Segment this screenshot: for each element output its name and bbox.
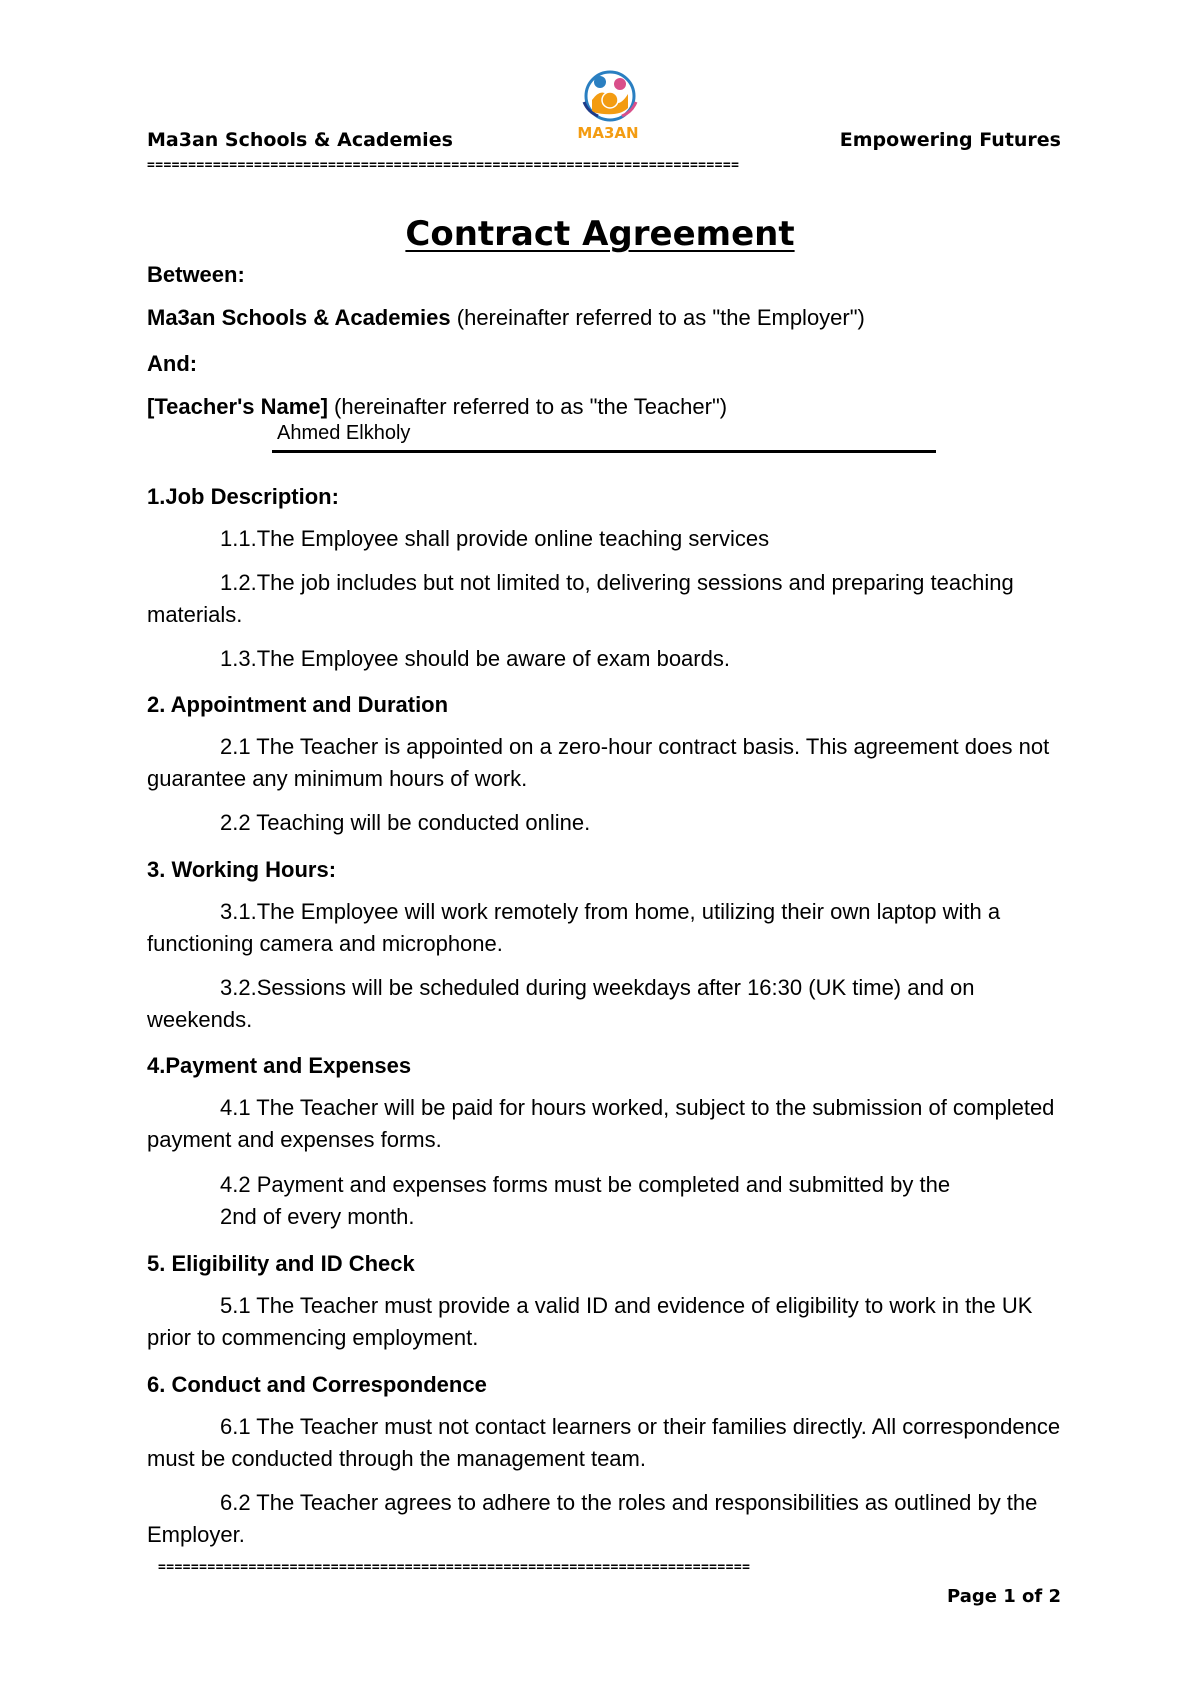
header-org-name: Ma3an Schools & Academies	[147, 129, 453, 151]
section-6-1-text: 6.1 The Teacher must not contact learners or their families directly. All correspondence must be conducted through the management team.	[147, 1414, 1061, 1471]
teacher-name-label: [Teacher's Name]	[147, 394, 328, 419]
section-4-2-line-1: 4.2 Payment and expenses forms must be completed and submitted by the	[220, 1172, 951, 1197]
section-1-3	[147, 643, 1067, 675]
section-3-heading: 3. Working Hours:	[147, 857, 337, 882]
section-2-1-text: 2.1 The Teacher is appointed on a zero-hour contract basis. This agreement does not guarantee any minimum hours of work.	[147, 734, 1050, 791]
logo-wordmark: MA3AN	[577, 124, 639, 142]
footer-divider: ========================================================================	[158, 1560, 751, 1575]
teacher-line	[147, 391, 727, 423]
section-1-1	[147, 523, 1067, 555]
document-title: Contract Agreement	[405, 214, 795, 254]
logo-graphic	[570, 66, 646, 146]
section-6-heading: 6. Conduct and Correspondence	[147, 1372, 487, 1397]
section-5-1	[147, 1290, 1067, 1354]
section-2-heading: 2. Appointment and Duration	[147, 692, 449, 717]
section-5-heading: 5. Eligibility and ID Check	[147, 1251, 415, 1276]
section-2-1	[147, 731, 1067, 795]
section-6-1	[147, 1411, 1067, 1475]
section-3-2	[147, 972, 1067, 1036]
section-6-2-text: 6.2 The Teacher agrees to adhere to the roles and responsibilities as outlined by the Employer.	[147, 1490, 1038, 1547]
section-3-2-text: 3.2.Sessions will be scheduled during weekdays after 16:30 (UK time) and on weekends.	[147, 975, 975, 1032]
section-1-2	[147, 567, 1067, 631]
section-1-2-text: 1.2.The job includes but not limited to, delivering sessions and preparing teaching materials.	[147, 570, 1014, 627]
employer-suffix: (hereinafter referred to as "the Employer")	[450, 305, 865, 330]
section-1-heading: 1.Job Description:	[147, 484, 339, 509]
section-2-2-text: 2.2 Teaching will be conducted online.	[220, 810, 591, 835]
section-3-1-text: 3.1.The Employee will work remotely from home, utilizing their own laptop with a functioning camera and microphone.	[147, 899, 1001, 956]
signature-line	[272, 450, 936, 453]
section-4-1	[147, 1092, 1067, 1156]
section-1-1-text: 1.1.The Employee shall provide online teaching services	[220, 526, 770, 551]
page-number: Page 1 of 2	[947, 1586, 1061, 1607]
employer-name: Ma3an Schools & Academies	[147, 305, 451, 330]
section-3-1	[147, 896, 1067, 960]
between-label: Between:	[147, 262, 245, 287]
section-4-2-line-2: 2nd of every month.	[220, 1204, 415, 1229]
teacher-filled-name: Ahmed Elkholy	[277, 422, 411, 444]
section-4-heading: 4.Payment and Expenses	[147, 1053, 412, 1078]
section-4-1-text: 4.1 The Teacher will be paid for hours worked, subject to the submission of completed payment and expenses forms.	[147, 1095, 1055, 1152]
section-5-1-text: 5.1 The Teacher must provide a valid ID and evidence of eligibility to work in the UK prior to commencing employment.	[147, 1293, 1033, 1350]
ma3an-logo	[570, 66, 646, 146]
header-tagline: Empowering Futures	[839, 129, 1061, 151]
section-6-2	[147, 1487, 1067, 1551]
section-1-3-text: 1.3.The Employee should be aware of exam boards.	[220, 646, 730, 671]
section-2-2	[147, 807, 1067, 839]
header-divider: ========================================================================	[147, 158, 740, 173]
teacher-suffix: (hereinafter referred to as "the Teacher")	[327, 394, 728, 419]
and-label: And:	[147, 351, 198, 376]
employer-line	[147, 302, 865, 334]
